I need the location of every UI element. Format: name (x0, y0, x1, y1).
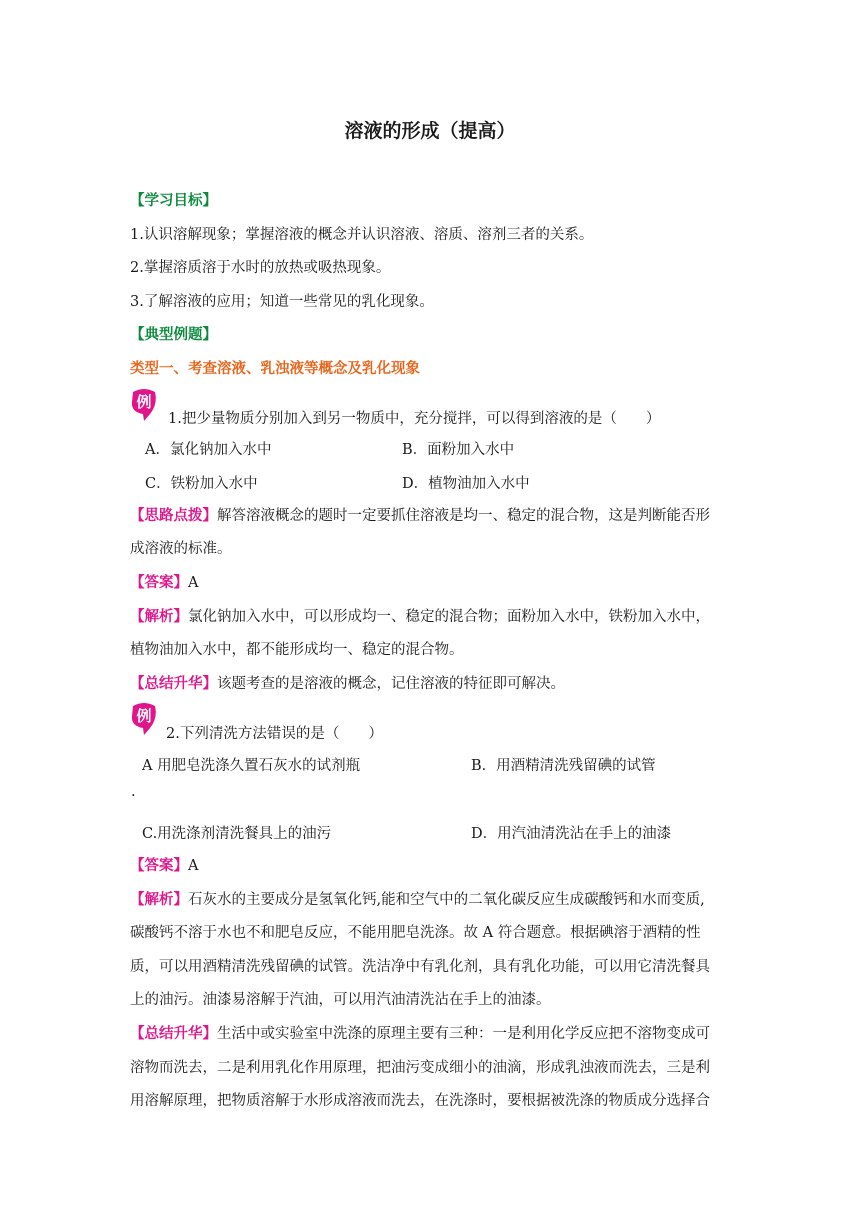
examples-heading: 【典型例题】 (130, 327, 217, 343)
badge-char: 例 (136, 707, 152, 725)
q1-option-d: D．植物油加入水中 (402, 476, 530, 492)
stray-dot: . (131, 784, 136, 800)
example-badge-icon (130, 702, 158, 736)
example-badge-icon (130, 388, 158, 422)
q2-option-d: D．用汽油清洗沾在手上的油漆 (471, 826, 672, 842)
q2-analysis-line-3: 质，可以用酒精清洗残留碘的试管。洗洁净中有乳化剂，具有乳化功能，可以用它清洗餐具 (130, 959, 710, 975)
q2-stem: 2.下列清洗方法错误的是（ ） (166, 726, 383, 742)
q1-summary (130, 674, 565, 694)
q1-stem: 1.把少量物质分别加入到另一物质中，充分搅拌，可以得到溶液的是（ ） (168, 411, 661, 427)
goal-item-3: 3.了解溶液的应用；知道一些常见的乳化现象。 (130, 294, 434, 310)
q2-option-b: B．用酒精清洗残留碘的试管 (471, 758, 656, 774)
q2-answer (130, 856, 198, 876)
q2-summary-line-3: 用溶解原理，把物质溶解于水形成溶液而洗去，在洗涤时，要根据被洗涤的物质成分选择合 (130, 1093, 710, 1109)
q2-analysis-label: 【解析】 (130, 892, 188, 908)
q1-analysis-label: 【解析】 (130, 609, 188, 625)
q1-analysis-text: 氯化钠加入水中，可以形成均一、稳定的混合物；面粉加入水中，铁粉加入水中， (188, 609, 710, 625)
q2-answer-value: A (188, 858, 199, 874)
type-heading: 类型一、考查溶液、乳浊液等概念及乳化现象 (130, 361, 420, 377)
q2-analysis-line-2: 碳酸钙不溶于水也不和肥皂反应，不能用肥皂洗涤。故 A 符合题意。根据碘溶于酒精的性 (130, 925, 701, 941)
q1-hint (130, 506, 710, 526)
q2-option-c: C.用洗涤剂清洗餐具上的油污 (142, 826, 332, 842)
q1-hint-text: 解答溶液概念的题时一定要抓住溶液是均一、稳定的混合物，这是判断能否形 (217, 508, 710, 524)
q2-analysis-text: 石灰水的主要成分是氢氧化钙,能和空气中的二氧化碳反应生成碳酸钙和水而变质, (188, 892, 705, 908)
goal-item-2: 2.掌握溶质溶于水时的放热或吸热现象。 (130, 260, 391, 276)
q2-answer-label: 【答案】 (130, 858, 188, 874)
q1-answer-label: 【答案】 (130, 575, 188, 591)
goal-item-1: 1.认识溶解现象；掌握溶液的概念并认识溶液、溶质、溶剂三者的关系。 (130, 227, 594, 243)
q1-answer (130, 573, 198, 593)
q1-analysis (130, 607, 710, 627)
goals-heading: 【学习目标】 (130, 193, 217, 209)
q2-analysis-line-4: 上的油污。油漆易溶解于汽油，可以用汽油清洗沾在手上的油漆。 (130, 992, 551, 1008)
q1-hint-cont: 成溶液的标准。 (130, 541, 232, 557)
q1-option-a: A．氯化钠加入水中 (145, 442, 272, 458)
q2-analysis (130, 890, 705, 910)
q2-summary (130, 1024, 710, 1044)
q2-summary-label: 【总结升华】 (130, 1026, 217, 1042)
badge-char: 例 (136, 393, 152, 411)
q1-analysis-cont: 植物油加入水中，都不能形成均一、稳定的混合物。 (130, 642, 464, 658)
q1-answer-value: A (188, 575, 199, 591)
q1-option-b: B．面粉加入水中 (402, 442, 515, 458)
q1-option-c: C．铁粉加入水中 (145, 476, 258, 492)
page-title: 溶液的形成（提高） (344, 120, 516, 142)
q1-summary-text: 该题考查的是溶液的概念，记住溶液的特征即可解决。 (217, 676, 565, 692)
q2-summary-text: 生活中或实验室中洗涤的原理主要有三种：一是利用化学反应把不溶物变成可 (217, 1026, 710, 1042)
q2-option-a: A 用肥皂洗涤久置石灰水的试剂瓶 (142, 758, 361, 774)
q1-summary-label: 【总结升华】 (130, 676, 217, 692)
q2-summary-line-2: 溶物而洗去，二是利用乳化作用原理，把油污变成细小的油滴，形成乳浊液而洗去，三是利 (130, 1060, 710, 1076)
q1-hint-label: 【思路点拨】 (130, 508, 217, 524)
